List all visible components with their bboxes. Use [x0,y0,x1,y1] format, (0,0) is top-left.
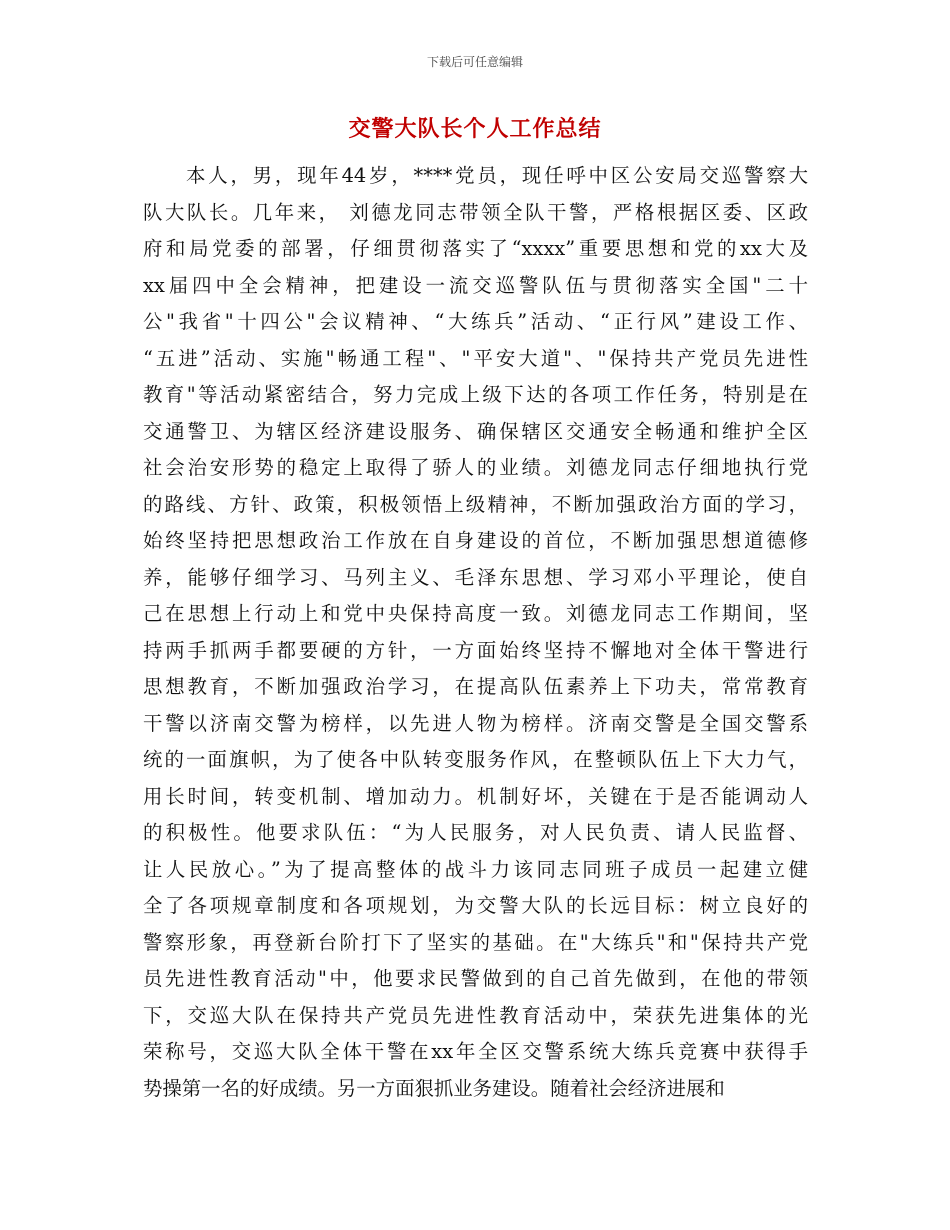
paragraph-line: 交通警卫、为辖区经济建设服务、确保辖区交通安全畅通和维护全区 [143,419,808,443]
paragraph-line: 公"我省"十四公"会议精神、“大练兵”活动、“正行风”建设工作、 [143,310,808,333]
paragraph-line: 势操第一名的好成绩。另一方面狠抓业务建设。随着社会经济进展和 [143,1076,725,1100]
paragraph-line: 全了各项规章制度和各项规划，为交警大队的长远目标：树立良好的 [143,894,808,917]
paragraph-line: 统的一面旗帜，为了使各中队转变服务作风，在整顿队伍上下大力气， [143,748,808,771]
header-note: 下载后可任意编辑 [426,55,523,69]
paragraph-line: 社会治安形势的稳定上取得了骄人的业绩。刘德龙同志仔细地执行党 [143,456,808,479]
paragraph-line: 始终坚持把思想政治工作放在自身建设的首位，不断加强思想道德修 [143,529,808,552]
paragraph-line: 的积极性。他要求队伍：“为人民服务，对人民负责、请人民监督、 [143,821,808,844]
paragraph-line: “五进”活动、实施"畅通工程"、"平安大道"、"保持共产党员先进性 [143,346,808,370]
paragraph-line: 让人民放心。”为了提高整体的战斗力该同志同班子成员一起建立健 [143,857,808,881]
paragraph-line: 的路线、方针、政策，积极领悟上级精神，不断加强政治方面的学习， [143,492,808,516]
paragraph-line: 员先进性教育活动"中，他要求民警做到的自己首先做到，在他的带领 [143,967,808,990]
paragraph-line: 警察形象，再登新台阶打下了坚实的基础。在"大练兵"和"保持共产党 [143,930,808,954]
paragraph-line: 教育"等活动紧密结合，努力完成上级下达的各项工作任务，特别是在 [143,383,808,406]
paragraph-line: 持两手抓两手都要硬的方针，一方面始终坚持不懈地对全体干警进行 [143,638,808,662]
body-paragraph [143,158,808,1107]
paragraph-line: 干警以济南交警为榜样，以先进人物为榜样。济南交警是全国交警系 [143,711,808,735]
paragraph-line: 队大队长。几年来， 刘德龙同志带领全队干警，严格根据区委、区政 [143,200,808,224]
document-title: 交警大队长个人工作总结 [348,116,602,142]
paragraph-line: xx届四中全会精神，把建设一流交巡警队伍与贯彻落实全国"二十 [143,273,808,297]
paragraph-line: 本人，男，现年44岁，****党员，现任呼中区公安局交巡警察大 [186,164,808,187]
paragraph-line: 养，能够仔细学习、马列主义、毛泽东思想、学习邓小平理论，使自 [143,565,808,589]
paragraph-line: 己在思想上行动上和党中央保持高度一致。刘德龙同志工作期间，坚 [143,602,808,625]
paragraph-line: 用长时间，转变机制、增加动力。机制好坏，关键在于是否能调动人 [143,784,808,808]
paragraph-line: 下，交巡大队在保持共产党员先进性教育活动中，荣获先进集体的光 [143,1003,808,1027]
paragraph-line: 荣称号，交巡大队全体干警在xx年全区交警系统大练兵竞赛中获得手 [143,1040,808,1063]
paragraph-line: 府和局党委的部署，仔细贯彻落实了“xxxx”重要思想和党的xx大及 [143,237,808,260]
paragraph-line: 思想教育，不断加强政治学习，在提高队伍素养上下功夫，常常教育 [143,675,808,698]
